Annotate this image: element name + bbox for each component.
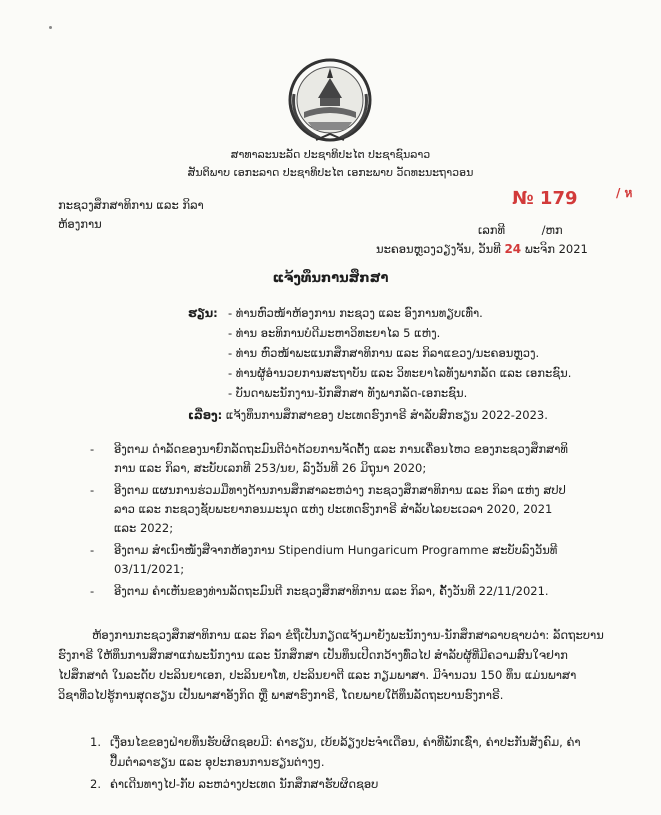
- reference-line: ອີງຕາມ ແຜນການຮ່ວມມືທາງດ້ານການສຶກສາລະຫວ່າງ ກະຊວງສຶກສາທິການ ແລະ ກິລາ ແຫ່ງ ສປປ: [114, 483, 566, 497]
- reference-line: ອີງຕາມ ດຳລັດຂອງນາຍົກລັດຖະມົນຕີວ່າດ້ວຍການຈັດຕັ້ງ ແລະ ການເຄື່ອນໄຫວ ຂອງກະຊວງສຶກສາທິ: [114, 442, 568, 456]
- stamp-number: № 179: [512, 188, 578, 209]
- paragraph-line: ໄປສຶກສາຕໍ່ ໃນລະດັບ ປະລິນຍາເອກ, ປະລິນຍາໂທ, ປະລິນຍາຕີ ແລະ ກຽມພາສາ. ມີຈຳນວນ 150 ທຶນ ແມ່ນພາສາ: [58, 668, 577, 682]
- paragraph-line: ວິຊາທີ່ວໄປຮູ້ການສຸດຮຽນ ເປັນພາສາອັງກິດ ຫຼື ພາສາຮົງກາຣີ, ໂດຍພາຍໃຕ້ທຶນລັດຖະບານຮົງກາຣີ.: [58, 688, 504, 702]
- reference-line: ອີງຕາມ ສຳເນົາໜັງສືຈາກຫ້ອງການ Stipendium Hungaricum Programme ສະບັບລົງວັນທີ: [114, 543, 558, 557]
- reference-item: [90, 442, 614, 480]
- reference-number: ເລກທີ /ຫກ: [478, 223, 563, 237]
- ministry-name: ກະຊວງສຶກສາທິການ ແລະ ກິລາ: [58, 198, 204, 212]
- recipients-list: [228, 306, 571, 406]
- date-suffix: ພະຈິກ 2021: [524, 242, 588, 256]
- subject-label: ເລື່ອງ:: [188, 408, 223, 422]
- subject-text: ແຈ້ງທຶນການສຶກສາຂອງ ປະເທດຮົງກາຣີ ສຳລັບສົກຮຽນ 2022-2023.: [225, 408, 548, 422]
- subject-line: [188, 408, 548, 422]
- corner-mark: / ห: [616, 186, 633, 200]
- item-line: ເງື່ອນໄຂຂອງຝ່າຍທຶນຮັບຜິດຊອບມີ: ຄ່າຮຽນ, ເບ້ຍລ້ຽງປະຈຳເດືອນ, ຄ່າທີ່ພັກເຊົ່າ, ຄ່າປະກັນສັງຄົມ, ຄ່າ: [110, 735, 581, 749]
- date-prefix: ນະຄອນຫຼວງວຽງຈັນ, ວັນທີ: [376, 242, 501, 256]
- paragraph-line: ຮົງກາຣີ ໃຫ້ທຶນການສຶກສາແກ່ພະນັກງານ ແລະ ນັກສຶກສາ ເປັນທຶນເປີດກວ້າງທົ່ວໄປ ສຳລັບຜູ້ທີ່ມີຄວາມສົນໃຈຢາກ: [58, 648, 568, 662]
- recipient-item: - ບັນດາພະນັກງານ-ນັກສຶກສາ ທັງພາກລັດ-ເອກະຊົນ.: [228, 386, 468, 400]
- recipient-item: - ທ່ານ ອະທິການບໍດີມະຫາວິທະຍາໄລ 5 ແຫ່ງ.: [228, 326, 441, 340]
- scan-speck: [49, 26, 52, 29]
- recipient-item: - ທ່ານຜູ້ອຳນວຍການສະຖາບັນ ແລະ ວິທະຍາໄລທັງພາກລັດ ແລະ ເອກະຊົນ.: [228, 366, 572, 380]
- reference-line: ລາວ ແລະ ກະຊວງຊັບພະຍາກອນມະນຸດ ແຫ່ງ ປະເທດຮົງກາຣີ ສຳລັບໄລຍະເວລາ 2020, 2021: [114, 502, 553, 516]
- bullet-dash: -: [90, 483, 95, 497]
- numbered-list: [90, 735, 581, 797]
- header-line-1: ສາທາລະນະລັດ ປະຊາທິປະໄຕ ປະຊາຊົນລາວ: [230, 148, 431, 161]
- reference-item: [90, 584, 614, 603]
- reference-item: [90, 543, 614, 581]
- numbered-item: [90, 735, 581, 775]
- page-title: ແຈ້ງທຶນການສຶກສາ: [272, 271, 389, 286]
- reference-line: ອີງຕາມ ຄຳເຫັນຂອງທ່ານລັດຖະມົນຕີ ກະຊວງສຶກສາທິການ ແລະ ກິລາ, ຄັ້ງວັນທີ 22/11/2021.: [114, 584, 549, 598]
- bullet-dash: -: [90, 543, 95, 557]
- item-line: ຄ່າເດີນທາງໄປ-ກັບ ລະຫວ່າງປະເທດ ນັກສຶກສາຮັບຜິດຊອບ: [110, 777, 379, 791]
- bullet-dash: -: [90, 584, 95, 598]
- reference-line: ແລະ 2022;: [114, 521, 174, 535]
- office-name: ຫ້ອງການ: [58, 217, 102, 231]
- body-paragraph: [58, 628, 604, 708]
- reference-line: ການ ແລະ ກິລາ, ສະບັບເລກທີ 253/ນຍ, ລົງວັນທີ 26 ມິຖຸນາ 2020;: [114, 461, 427, 475]
- references-list: [90, 442, 614, 603]
- item-number: 1.: [90, 735, 101, 749]
- reference-item: [90, 483, 614, 540]
- bullet-dash: -: [90, 442, 95, 456]
- reference-line: 03/11/2021;: [114, 562, 185, 576]
- paragraph-line: ຫ້ອງການກະຊວງສຶກສາທິການ ແລະ ກິລາ ຂໍຖືເປັນກຽດແຈ້ງມາຍັງພະນັກງານ-ນັກສຶກສາລາບຊາບວ່າ: ລັດຖະບານ: [92, 628, 604, 642]
- header-line-2: ສັນຕິພາບ ເອກະລາດ ປະຊາທິປະໄຕ ເອກະພາບ ວັດທະນະຖາວອນ: [187, 166, 474, 179]
- national-emblem-icon: [280, 54, 380, 146]
- numbered-item: [90, 777, 581, 797]
- item-line: ປຶ້ມຕຳລາຮຽນ ແລະ ອຸປະກອນການຮຽນຕ່າງໆ.: [110, 755, 325, 769]
- item-number: 2.: [90, 777, 101, 791]
- recipient-item: - ທ່ານຫົວໜ້າຫ້ອງການ ກະຊວງ ແລະ ອົງການທຽບເທົ່າ.: [228, 306, 483, 320]
- recipients-label: ຮຽນ:: [188, 306, 218, 320]
- date-line: [376, 242, 588, 256]
- date-day: 24: [504, 242, 522, 256]
- recipient-item: - ທ່ານ ຫົວໜ້າພະແນກສຶກສາທິການ ແລະ ກິລາແຂວງ/ນະຄອນຫຼວງ.: [228, 346, 540, 360]
